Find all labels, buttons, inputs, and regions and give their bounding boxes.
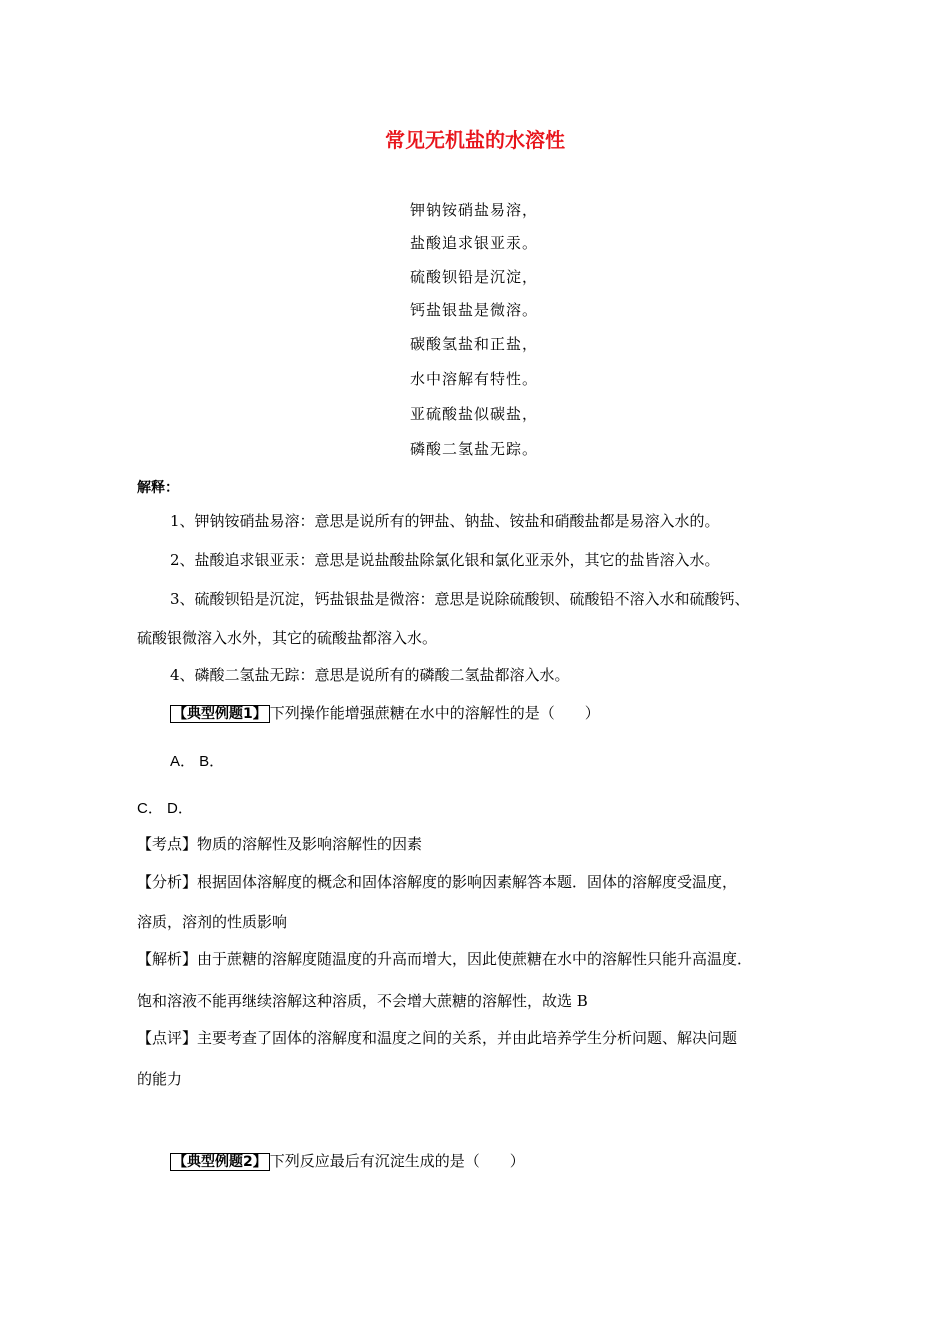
poem-line: 盐酸追求银亚汞。	[410, 234, 539, 252]
example1-kaodian: 【考点】物质的溶解性及影响溶解性的因素	[137, 835, 423, 853]
example1-jiexi: 【解析】由于蔗糖的溶解度随温度的升高而增大，因此使蔗糖在水中的溶解性只能升高温度．	[137, 950, 753, 968]
explanation-item: 硫酸银微溶入水外，其它的硫酸盐都溶入水。	[137, 629, 438, 647]
example1-question-text: 下列操作能增强蔗糖在水中的溶解性的是（ ）	[269, 704, 600, 722]
poem-line: 碳酸氢盐和正盐，	[410, 335, 539, 353]
explanation-item: 4、磷酸二氢盐无踪：意思是说所有的磷酸二氢盐都溶入水。	[170, 666, 570, 684]
example1-jiexi-cont: 饱和溶液不能再继续溶解这种溶质，不会增大蔗糖的溶解性，故选 B	[137, 992, 588, 1010]
example2-question	[170, 1150, 525, 1171]
explain-label: 解释：	[137, 480, 179, 496]
poem-line: 亚硫酸盐似碳盐，	[410, 405, 539, 423]
poem-line: 硫酸钡铅是沉淀，	[410, 268, 539, 286]
example1-options-row: C． D．	[137, 800, 193, 817]
example1-fenxi: 【分析】根据固体溶解度的概念和固体溶解度的影响因素解答本题．固体的溶解度受温度，	[137, 873, 738, 891]
example2-tag: 【典型例题2】	[170, 1153, 270, 1171]
explanation-item: 1、钾钠铵硝盐易溶：意思是说所有的钾盐、钠盐、铵盐和硝酸盐都是易溶入水的。	[170, 512, 720, 530]
example1-tag: 【典型例题1】	[170, 705, 270, 723]
explanation-item: 3、硫酸钡铅是沉淀，钙盐银盐是微溶：意思是说除硫酸钡、硫酸铅不溶入水和硫酸钙、	[170, 590, 750, 608]
explanation-item: 2、盐酸追求银亚汞：意思是说盐酸盐除氯化银和氯化亚汞外，其它的盐皆溶入水。	[170, 551, 720, 569]
poem-line: 磷酸二氢盐无踪。	[410, 440, 539, 458]
poem-line: 水中溶解有特性。	[410, 370, 539, 388]
example1-fenxi-cont: 溶质，溶剂的性质影响	[137, 913, 288, 931]
poem-line: 钙盐银盐是微溶。	[410, 301, 539, 319]
example1-dianping: 【点评】主要考查了固体的溶解度和温度之间的关系，并由此培养学生分析问题、解决问题	[137, 1029, 738, 1047]
document-title: 常见无机盐的水溶性	[385, 128, 565, 152]
example1-options-row: A． B．	[170, 753, 225, 770]
example2-question-text: 下列反应最后有沉淀生成的是（ ）	[269, 1152, 525, 1170]
example1-dianping-cont: 的能力	[137, 1070, 183, 1088]
example1-question	[170, 702, 600, 723]
poem-line: 钾钠铵硝盐易溶，	[410, 201, 539, 219]
